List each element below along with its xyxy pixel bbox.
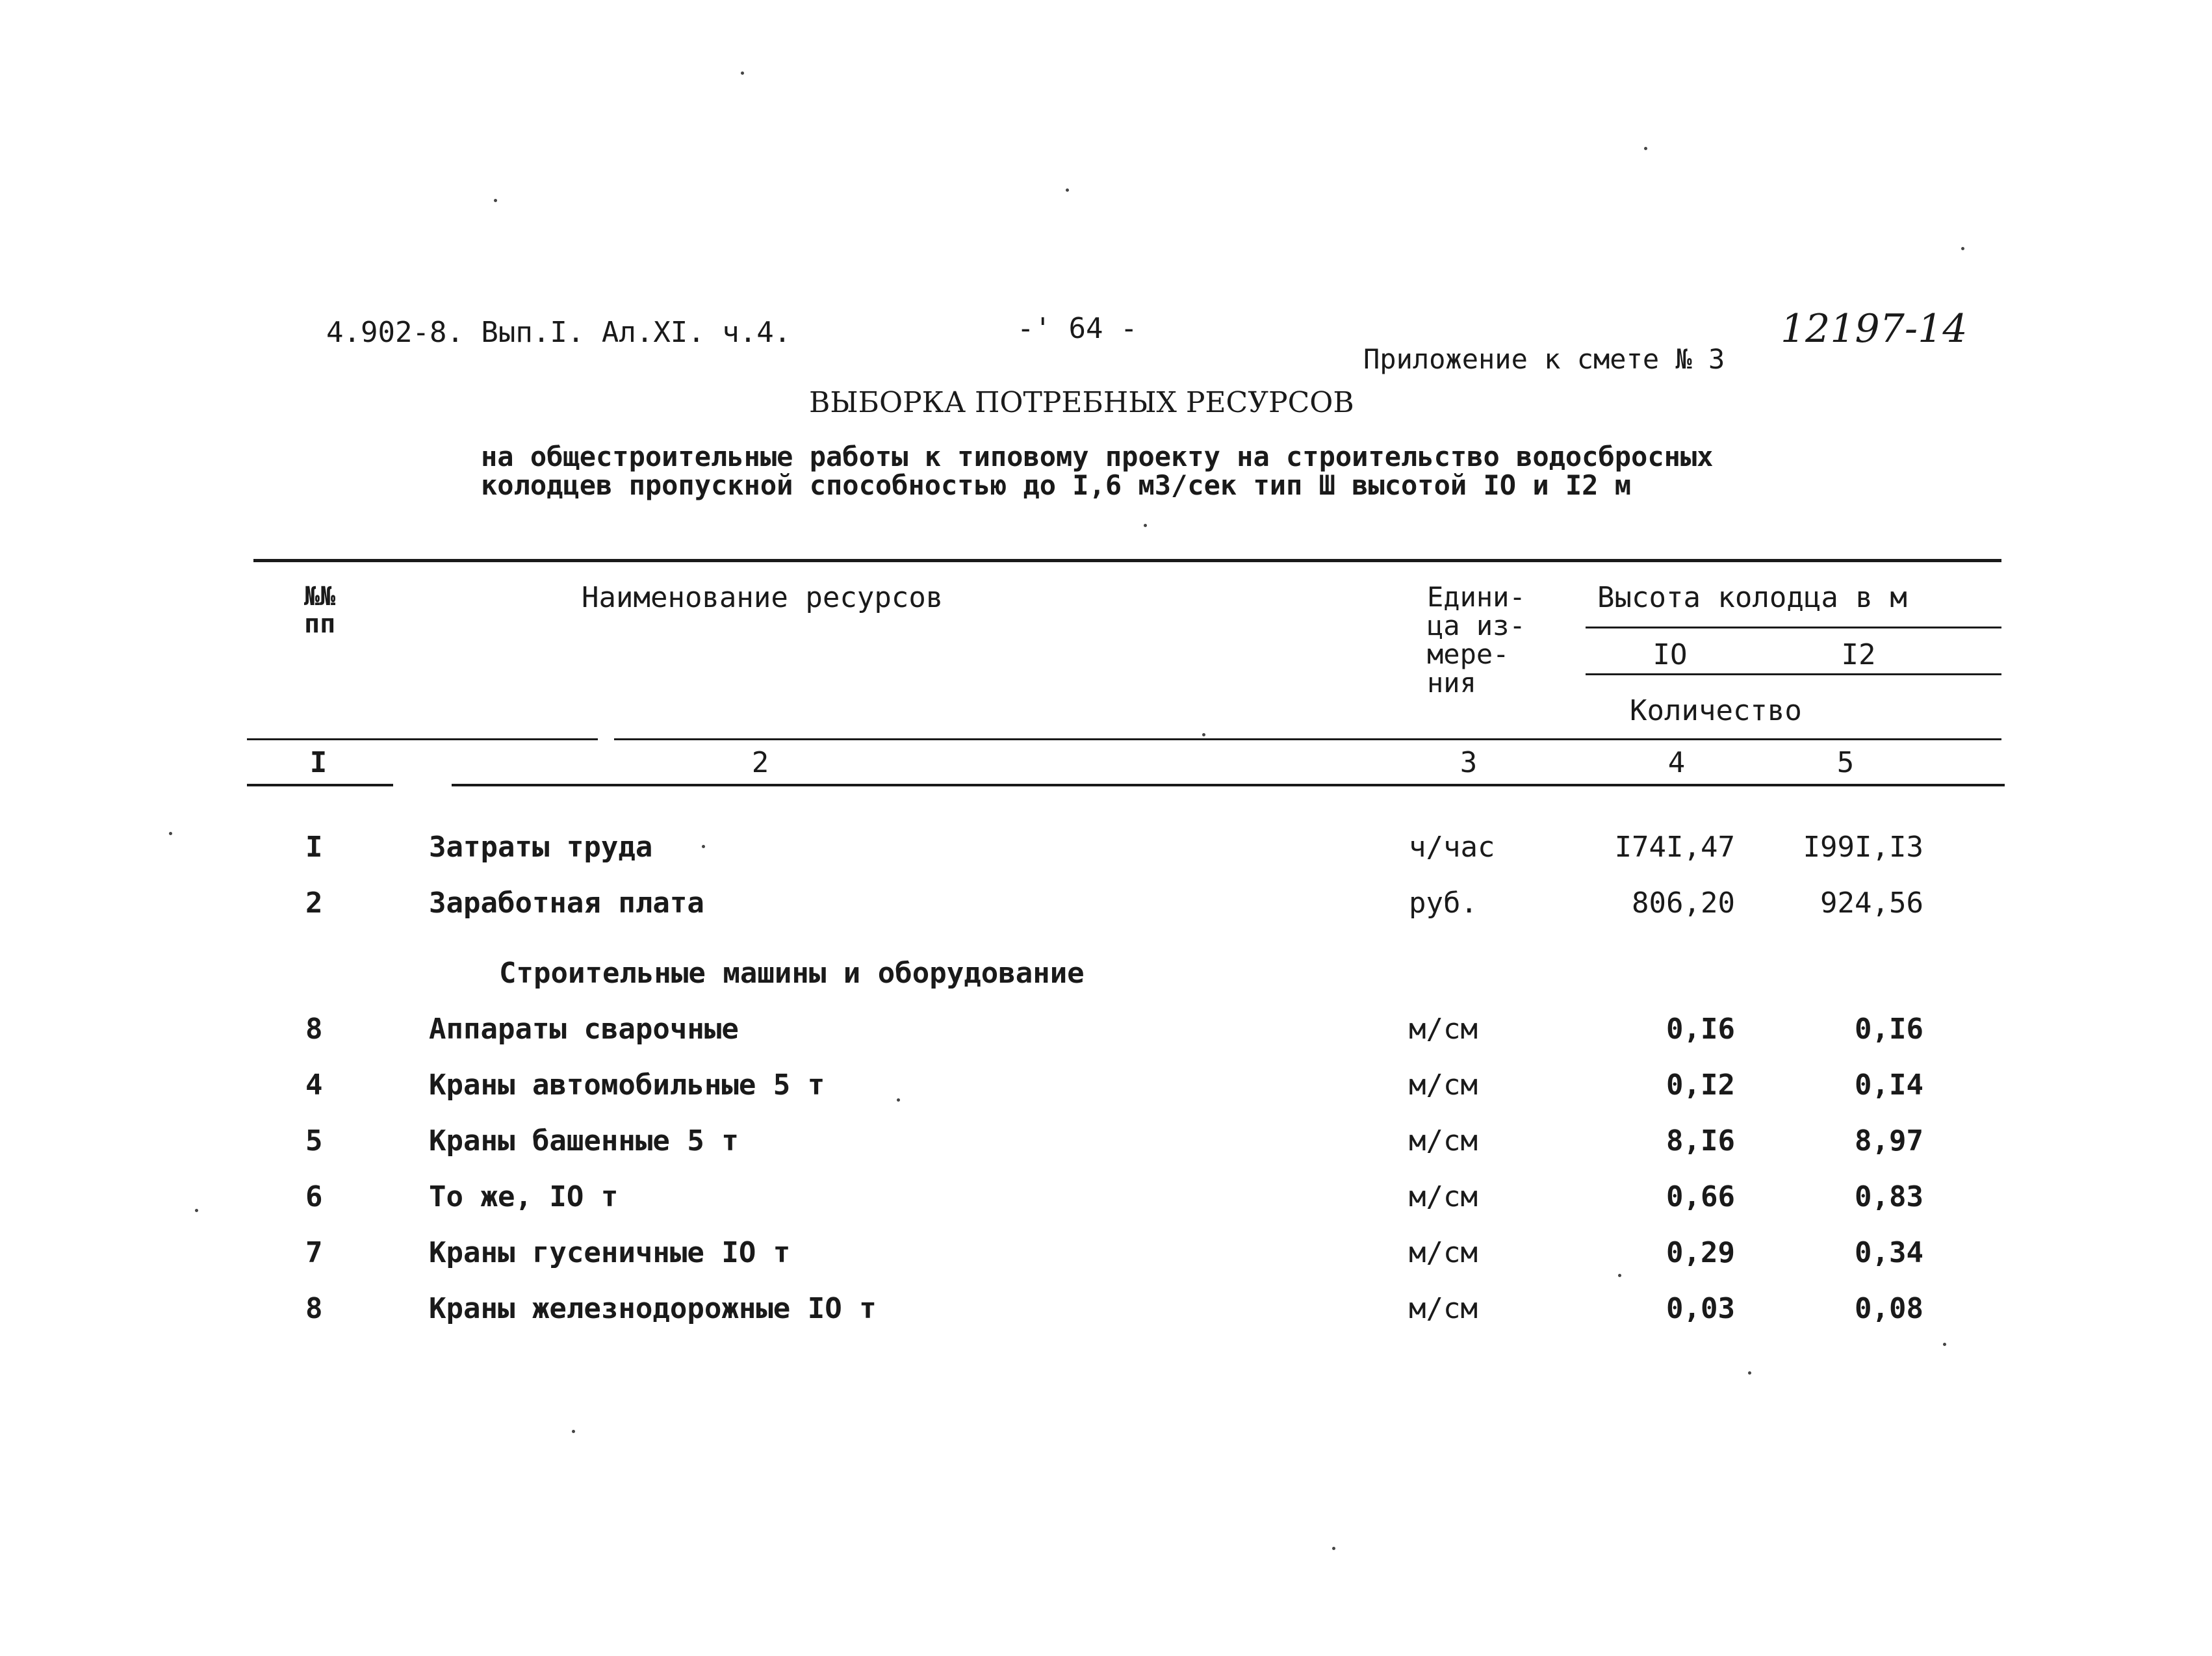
head-num-line-1: №№ [304,582,336,612]
row-number: I [305,831,323,864]
row-unit: м/см [1409,1236,1478,1269]
scan-speck [169,832,172,835]
head-unit-line-4: ния [1427,667,1476,699]
scan-speck [195,1209,198,1212]
head-unit-line-1: Едини- [1427,581,1526,613]
row-value-10: 806,20 [1632,886,1735,920]
scan-speck [1144,524,1147,527]
row-value-12: 0,08 [1855,1292,1923,1325]
row-number: 8 [305,1292,323,1325]
head-height-10: IO [1653,638,1688,671]
row-unit: м/см [1409,1292,1478,1325]
scan-speck [1961,247,1964,250]
head-unit-line-3: мере- [1427,638,1510,670]
row-value-12: 0,34 [1855,1236,1923,1269]
row-number: 8 [305,1013,323,1046]
numbers-rule-right [452,784,2005,786]
row-number: 6 [305,1180,323,1213]
scan-speck [572,1430,575,1433]
row-value-10: 0,I2 [1666,1068,1735,1102]
row-unit: м/см [1409,1068,1478,1102]
page-number: -' 64 - [1017,312,1138,345]
row-number: 2 [305,886,323,920]
head-name: Наименование ресурсов [582,581,944,614]
row-unit: м/см [1409,1013,1478,1046]
head-num-line-2: пп [304,609,336,639]
head-unit-line-2: ца из- [1427,610,1526,641]
row-value-10: 0,29 [1666,1236,1735,1269]
col-number-5: 5 [1836,746,1855,779]
doc-title: ВЫБОРКА ПОТРЕБНЫХ РЕСУРСОВ [809,386,1354,419]
appendix-label: Приложение к смете № 3 [1363,343,1725,375]
height-group-rule [1586,627,2001,628]
row-name: Заработная плата [429,886,704,920]
scan-speck [702,845,705,848]
scan-speck [741,71,744,75]
col-number-1: I [309,746,328,779]
row-value-12: 0,I6 [1855,1013,1923,1046]
subtitle-line-1: на общестроительные работы к типовому проекту на строительство водосбросных [481,441,1714,472]
scan-speck [1618,1274,1621,1277]
header-bottom-rule-left [247,738,598,740]
head-height-12: I2 [1841,638,1876,671]
col-number-4: 4 [1667,746,1686,779]
row-name: Аппараты сварочные [429,1013,739,1046]
table-top-rule [253,559,2001,562]
row-name: Краны автомобильные 5 т [429,1068,825,1102]
row-name: Краны башенные 5 т [429,1124,739,1158]
row-unit: м/см [1409,1180,1478,1213]
head-quantity: Количество [1630,694,1802,727]
row-name: Краны гусеничные IO т [429,1236,791,1269]
row-value-12: I99I,I3 [1803,831,1923,864]
row-number: 5 [305,1124,323,1158]
row-value-10: 0,03 [1666,1292,1735,1325]
row-number: 7 [305,1236,323,1269]
numbers-rule-left [247,784,393,786]
scan-speck [1644,147,1647,150]
scan-speck [1748,1371,1751,1375]
row-value-10: I74I,47 [1614,831,1735,864]
scan-speck [1202,733,1205,736]
scan-speck [494,199,497,202]
row-value-12: 8,97 [1855,1124,1923,1158]
row-value-12: 924,56 [1820,886,1923,920]
header-bottom-rule-right [614,738,2001,740]
scan-speck [897,1098,900,1102]
row-unit: ч/час [1409,831,1495,864]
row-number: 4 [305,1068,323,1102]
row-value-12: 0,83 [1855,1180,1923,1213]
scan-speck [1943,1343,1946,1346]
scan-speck [1332,1547,1335,1550]
row-value-10: 0,66 [1666,1180,1735,1213]
scan-speck [1066,188,1069,192]
row-name: Затраты труда [429,831,653,864]
col-number-3: 3 [1460,746,1478,779]
subtitle-line-2: колодцев пропускной способностью до I,6 м3/сек тип Ш высотой IO и I2 м [481,469,1632,501]
col-number-2: 2 [751,746,769,779]
row-name: Краны железнодорожные IO т [429,1292,877,1325]
doc-code: 4.902-8. Вып.I. Ал.XI. ч.4. [326,316,791,349]
archive-number: 12197-14 [1781,306,1968,352]
row-unit: руб. [1409,886,1478,920]
height-values-rule [1586,673,2001,675]
row-unit: м/см [1409,1124,1478,1158]
row-name: То же, IO т [429,1180,619,1213]
section-heading: Строительные машины и оборудование [499,957,1085,990]
head-height: Высота колодца в м [1597,581,1907,614]
row-value-10: 8,I6 [1666,1124,1735,1158]
row-value-12: 0,I4 [1855,1068,1923,1102]
row-value-10: 0,I6 [1666,1013,1735,1046]
